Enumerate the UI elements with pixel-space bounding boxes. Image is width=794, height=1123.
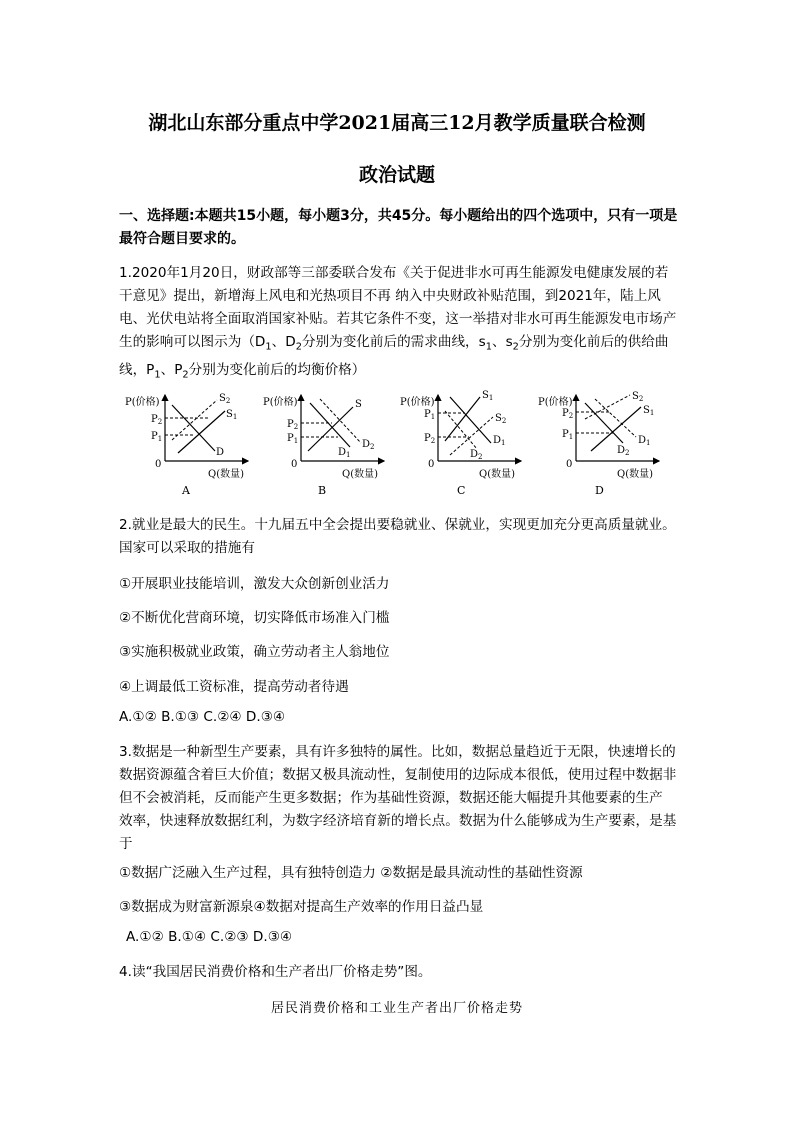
price-label: $P_2$ [151,414,163,426]
graph-x-label: Q(数量) [617,469,654,480]
q1-sub: 2 [512,341,519,353]
q2-option-4: ④上调最低工资标准，提高劳动者待遇 [119,679,349,695]
price-label: $P_2$ [562,408,574,420]
q1-sub: 2 [182,369,189,381]
supply-curve-s1 [445,397,480,441]
curve-label: $S_1$ [643,405,655,417]
demand-curve-d2 [595,399,636,437]
chart-caption: 居民消费价格和工业生产者出厂价格走势 [270,1001,523,1016]
curve-label: D [216,447,225,458]
graph-y-label: P(价格) [125,397,160,408]
curve-label: $D_1$ [338,447,351,459]
question-3-stem: 3.数据是一种新型生产要素，具有许多独特的属性。比如，数据总量趋近于无限，快速增长的数据资源蕴含着巨大价值；数据又极具流动性，复制使用的边际成本很低，使用过程中数据非但不会被消耗，反而能产生更多数据；作为基础性资源，数据还能大幅提升其他要素的生产 效率，快速释放数据红利，为数字经济培育新的增长点。数据为什么能够成为生产要素，是基于 [119,744,677,852]
supply-curve-s1 [591,407,641,451]
curve-label: $S_1$ [482,390,494,402]
q1-text-a: 1.2020年1月20日，财政部等三部委联合发布《关于促进非水可再生能源发电健康发展的若干意见》提出，新增海上风电和光热项目不再 纳入中央财政补贴范围，到2021年，陆上风电、光伏电站将全面取消国家补贴。若其它条件不变，这一举措对非水可再生能源发电市场产 生的影响可以图示为（D [119,265,677,350]
q2-option-2: ②不断优化营商环境，切实降低市场准入门槛 [119,610,390,626]
graph-c [400,390,521,497]
curve-label: $D_2$ [470,449,483,461]
curve-label: $S_2$ [495,413,507,425]
curve-label: $S_2$ [219,393,231,405]
graph-d [538,391,659,497]
q1-sub: 1 [485,341,492,353]
graph-x-label: Q(数量) [479,469,516,480]
curve-label: $D_1$ [638,435,651,447]
price-label: $P_2$ [424,433,436,445]
graph-x-label: Q(数量) [208,469,245,480]
origin-label: 0 [428,459,435,470]
q1-sub: 1 [154,369,161,381]
origin-label: 0 [566,459,573,470]
question-1-stem [119,262,679,386]
page-title: 湖北山东部分重点中学2021届高三12月教学质量联合检测 [148,112,646,134]
supply-curve [308,407,353,451]
section-heading: 一、选择题:本题共15小题，每小题3分，共45分。每小题给出的四个选项中，只有一项是最符合题目要求的。 [119,208,678,247]
supply-curve-s2 [585,395,630,419]
graph-letter: A [182,484,190,497]
graph-letter: B [318,484,327,497]
q1-sub: 1 [265,341,272,353]
q1-text-c: 分别为变化前后的需求曲线，s [301,334,486,350]
q3-answers: A.①② B.①④ C.②③ D.③④ [126,929,293,945]
graph-y-label: P(价格) [538,397,573,408]
demand-curve-d2 [445,411,477,449]
curve-label: $D_1$ [493,435,506,447]
q1-text-f: 、P [160,361,183,378]
graph-y-label: P(价格) [263,397,298,408]
graph-y-label: P(价格) [400,397,435,408]
graph-letter: C [457,484,466,497]
question-2-stem: 2.就业是最大的民生。十九届五中全会提出要稳就业、保就业，实现更加充分更高质量就业。 国家可以采取的措施有 [119,517,676,556]
q2-option-3: ③实施积极就业政策，确立劳动者主人翁地位 [119,644,390,660]
curve-label: $S_2$ [632,391,644,403]
question-4-stem: 4.读“我国居民消费价格和生产者出厂价格走势”图。 [119,964,432,980]
price-label: $P_1$ [424,409,436,421]
q1-graphs [120,385,680,500]
price-label: $P_1$ [562,429,574,441]
page-subtitle: 政治试题 [358,164,435,186]
q2-answers: A.①② B.①③ C.②④ D.③④ [119,709,286,725]
q1-text-b: 、D [271,334,296,350]
curve-label: $D_2$ [362,439,375,451]
origin-label: 0 [291,459,298,470]
graph-a [125,393,248,497]
curve-label: $D_2$ [617,445,630,457]
q1-text-d: 、s [491,334,513,350]
demand-curve-d1 [450,397,491,443]
graph-x-label: Q(数量) [342,469,379,480]
price-label: $P_1$ [151,431,163,443]
q3-options-3-4: ③数据成为财富新源泉④数据对提高生产效率的作用日益凸显 [119,899,484,915]
q1-text-g: 分别为变化前后的均衡价格） [188,361,366,378]
supply-curve-s2 [172,400,217,440]
graph-b [263,395,384,497]
price-label: $P_2$ [287,419,299,431]
origin-label: 0 [155,459,162,470]
price-label: $P_1$ [287,433,299,445]
q1-text-e: 分别为变化前后的供给曲线，P [119,334,669,378]
graph-letter: D [595,484,604,497]
curve-label: S [355,399,362,410]
demand-curve [172,405,215,451]
q3-options-1-2: ①数据广泛融入生产过程，具有独特创造力 ②数据是最具流动性的基础性资源 [119,865,583,881]
q1-sub: 2 [295,341,302,353]
curve-label: $S_1$ [226,409,238,421]
q2-option-1: ①开展职业技能培训，激发大众创新创业活力 [119,576,390,592]
